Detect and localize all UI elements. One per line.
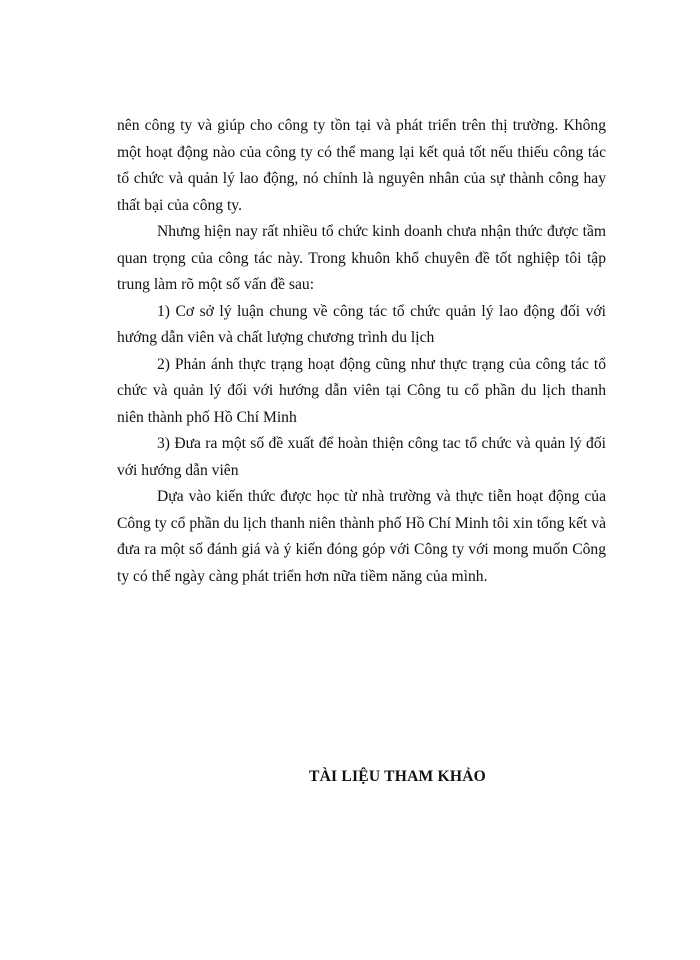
body-text: [117, 113, 606, 590]
list-item-3: 3) Đưa ra một số đề xuất để hoàn thiện công tac tổ chức và quản lý đối với hướng dẫn viên: [117, 435, 606, 479]
list-item-1: 1) Cơ sở lý luận chung về công tác tổ chức quản lý lao động đối với hướng dẫn viên và chất lượng chương trình du lịch: [117, 302, 606, 346]
paragraph-scope: Nhưng hiện nay rất nhiều tổ chức kinh doanh chưa nhận thức được tầm quan trọng của công tác này. Trong khuôn khổ chuyên đề tốt nghiệp tôi tập trung làm rõ một số vấn đề sau:: [117, 223, 606, 293]
paragraph-conclusion: Dựa vào kiến thức được học từ nhà trường và thực tiễn hoạt động của Công ty cổ phần du lịch thanh niên thành phố Hồ Chí Minh tôi xin tổng kết và đưa ra một số đánh giá và ý kiến đóng góp với Công ty với mong muốn Công ty có thể ngày càng phát triển hơn nữa tiềm năng của mình.: [117, 488, 606, 585]
paragraph-continuation: nên công ty và giúp cho công ty tồn tại và phát triển trên thị trường. Không một hoạt động nào của công ty có thể mang lại kết quả tốt nếu thiếu công tác tổ chức và quản lý lao động, nó chính là nguyên nhân của sự thành công hay thất bại của công ty.: [117, 117, 606, 214]
references-heading: TÀI LIỆU THAM KHẢO: [308, 768, 487, 785]
list-item-2: 2) Phản ánh thực trạng hoạt động cũng như thực trạng của công tác tổ chức và quản lý đối với hướng dẫn viên tại Công tu cổ phần du lịch thanh niên thành phố Hồ Chí Minh: [117, 355, 606, 426]
